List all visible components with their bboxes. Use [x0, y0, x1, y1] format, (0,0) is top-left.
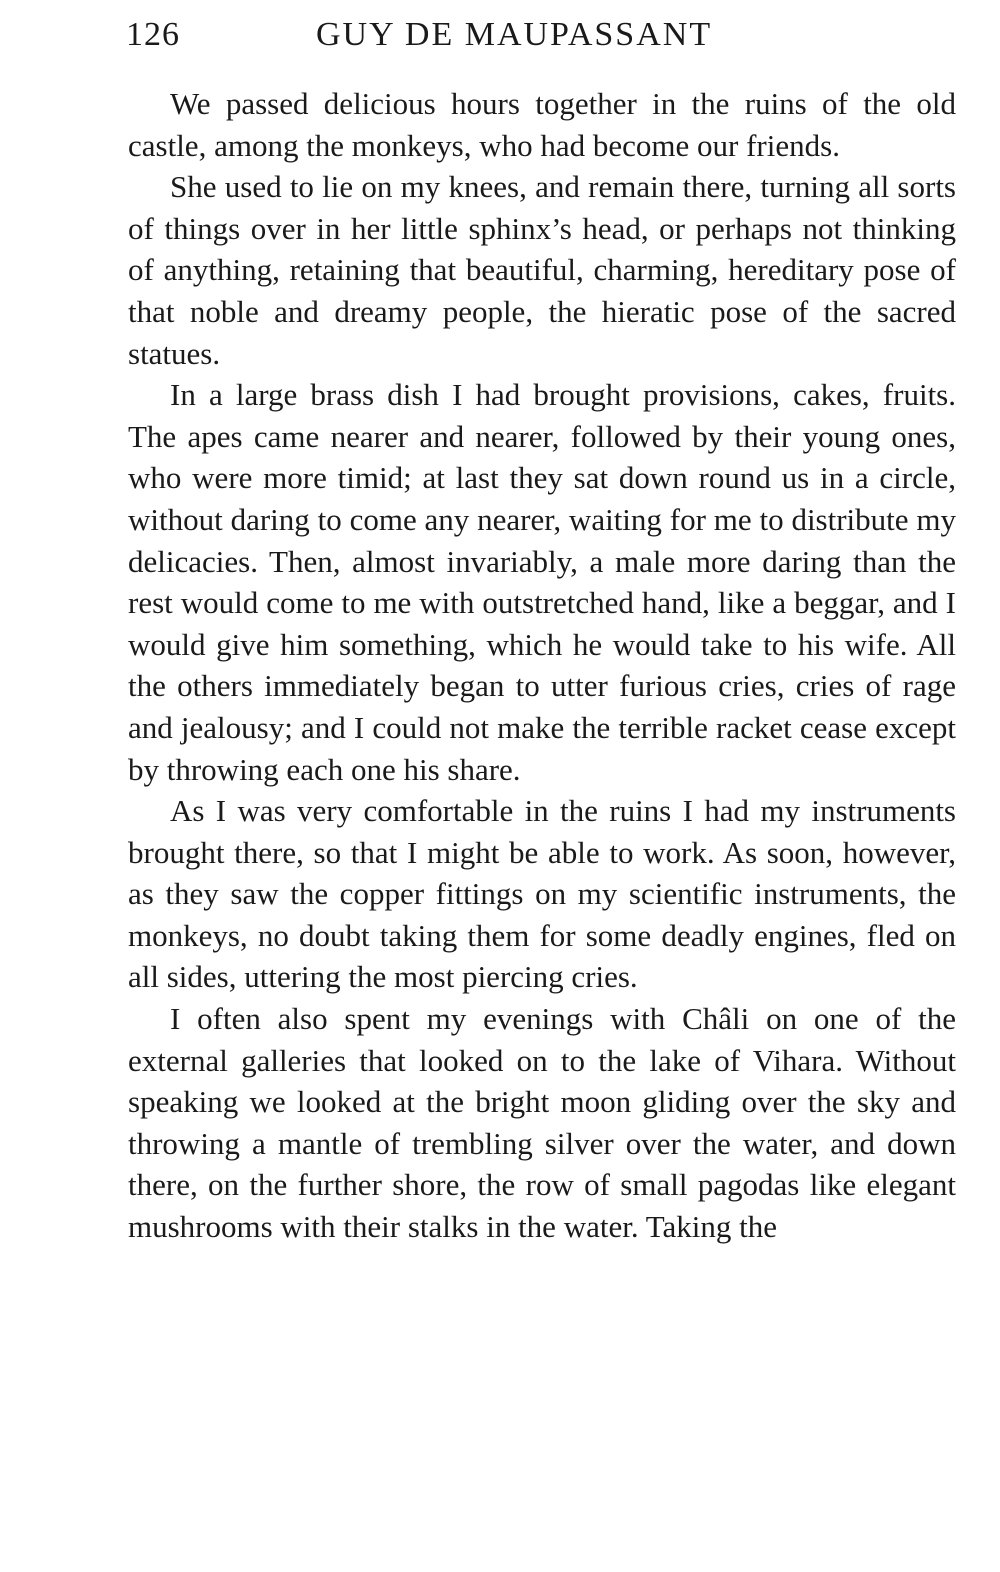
running-head [126, 10, 956, 60]
paragraph-4: As I was very comfortable in the ruins I had my instruments brought there, so that I might be able to work. As soon, however, as they saw the copper fittings on my scientific instruments, the monkeys, no doubt taking them for some deadly engines, fled on all sides, uttering the most piercing cries. [128, 793, 956, 995]
page-number: 126 [126, 16, 180, 53]
paragraph-5: I often also spent my evenings with Châli on one of the external galleries that looked on to the lake of Vihara. Without speaking we looked at the bright moon gliding over the sky and throwing a mantle of trembling silver over the water, and down there, on the further shore, the row of small pagodas like elegant mushrooms with their stalks in the water. Taking the [128, 1001, 956, 1245]
running-title: GUY DE MAUPASSANT [316, 16, 713, 53]
paragraph-1: We passed delicious hours together in the ruins of the old castle, among the monkeys, who had become our friends. [128, 86, 956, 163]
paragraph-3: In a large brass dish I had brought provisions, cakes, fruits. The apes came nearer and nearer, followed by their young ones, who were more timid; at last they sat down round us in a circle, without daring to come any nearer, waiting for me to distribute my delicacies. Then, almost invariably, a male more daring than the rest would come to me with outstretched hand, like a beggar, and I would give him something, which he would take to his wife. All the others immediately began to utter furious cries, cries of rage and jealousy; and I could not make the terrible racket cease except by throwing each one his share. [128, 377, 956, 787]
paragraph-2: She used to lie on my knees, and remain there, turning all sorts of things over in her little sphinx’s head, or perhaps not thinking of anything, retaining that beautiful, charming, hereditary pose of that noble and dreamy people, the hieratic pose of the sacred statues. [128, 169, 956, 371]
body-text [128, 83, 956, 1248]
